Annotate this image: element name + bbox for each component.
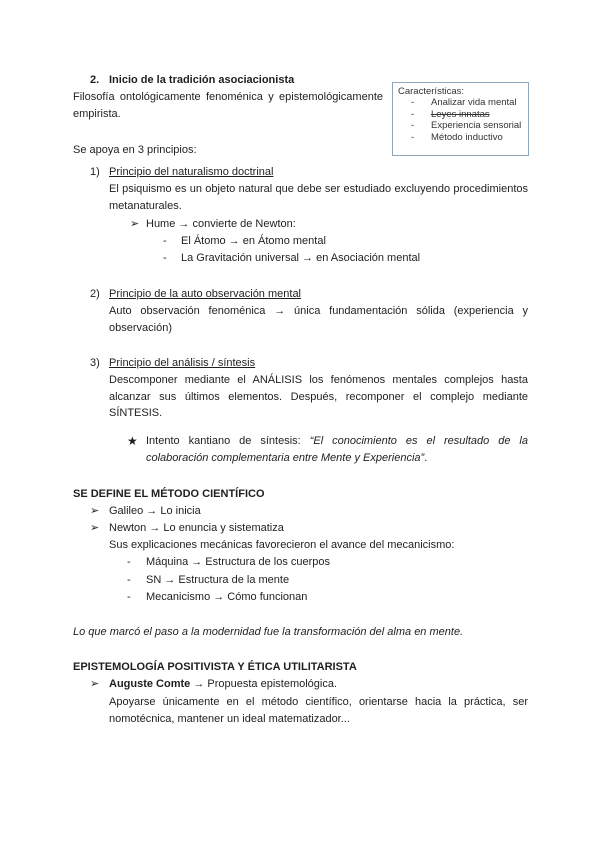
principle-3-title: Principio del análisis / síntesis xyxy=(109,357,256,369)
dash-bullet: - xyxy=(411,131,415,143)
principle-1-title: Principio del naturalismo doctrinal xyxy=(109,166,274,178)
principle-1-number: 1) xyxy=(90,166,100,178)
box-item-text-struck: Leyes innatas xyxy=(431,108,490,120)
dash-bullet: - xyxy=(411,120,415,131)
box-item-text: Analizar vida mental xyxy=(431,97,517,108)
box-item-text: Método inductivo xyxy=(431,131,503,143)
section-number: 2. xyxy=(90,74,100,86)
method-item: Máquina → Estructura de los cuerpos xyxy=(146,556,331,568)
principle-1-item: El Átomo → en Átomo mental xyxy=(181,235,326,247)
box-title: Características: xyxy=(398,86,464,97)
arrow-bullet-icon: ➢ xyxy=(90,505,100,517)
arrow-bullet-icon: ➢ xyxy=(90,522,100,534)
principle-2-text: Auto observación fenoménica → única fundamentación sólida (experiencia y observación) xyxy=(109,305,528,334)
method-item: SN → Estructura de la mente xyxy=(146,574,290,586)
dash-bullet: - xyxy=(127,556,131,568)
method-explanation: Sus explicaciones mecánicas favorecieron el avance del mecanicismo: xyxy=(109,539,455,551)
hume-line: Hume → convierte de Newton: xyxy=(146,218,296,230)
principle-2-number: 2) xyxy=(90,288,100,300)
box-item xyxy=(398,120,523,132)
comte-rest: → Propuesta epistemológica. xyxy=(190,678,338,690)
dash-bullet: - xyxy=(411,97,415,108)
method-heading: SE DEFINE EL MÉTODO CIENTÍFICO xyxy=(73,488,265,500)
principles-intro: Se apoya en 3 principios: xyxy=(73,144,197,156)
principle-2-title: Principio de la auto observación mental xyxy=(109,288,302,300)
comte-line xyxy=(109,676,337,692)
modernity-conclusion: Lo que marcó el paso a la modernidad fue la transformación del alma en mente. xyxy=(73,626,464,638)
comte-name: Auguste Comte xyxy=(109,678,191,690)
box-item-text: Experiencia sensorial xyxy=(431,120,522,131)
newton-line: Newton → Lo enuncia y sistematiza xyxy=(109,522,284,534)
principle-1-item: La Gravitación universal → en Asociación mental xyxy=(181,252,421,264)
star-bullet-icon: ★ xyxy=(127,434,138,448)
method-item: Mecanicismo → Cómo funcionan xyxy=(146,591,308,603)
dash-bullet: - xyxy=(163,252,167,264)
dash-bullet: - xyxy=(127,574,131,586)
section-intro: Filosofía ontológicamente fenoménica y epistemológicamente empirista. xyxy=(73,91,383,120)
comte-text: Apoyarse únicamente en el método científico, orientarse hacia la práctica, ser nomotécnica, mantener un ideal matematizador... xyxy=(109,696,528,725)
arrow-bullet-icon: ➢ xyxy=(90,678,100,690)
box-item xyxy=(398,132,523,144)
dash-bullet: - xyxy=(163,235,167,247)
arrow-bullet-icon: ➢ xyxy=(130,218,140,230)
epistemology-heading: EPISTEMOLOGÍA POSITIVISTA Y ÉTICA UTILITARISTA xyxy=(73,661,357,673)
principle-3-text: Descomponer mediante el ANÁLISIS los fenómenos mentales complejos hasta alcanzar sus últimos elementos. Después, recomponer el complejo mediante SÍNTESIS. xyxy=(109,374,528,419)
kant-quote: “El conocimiento es el resultado de la colaboración complementaria entre Mente y Experiencia” xyxy=(146,435,528,464)
dash-bullet: - xyxy=(127,591,131,603)
galileo-line: Galileo → Lo inicia xyxy=(109,505,201,517)
kant-prefix: Intento kantiano de síntesis: xyxy=(146,435,310,447)
principle-3-number: 3) xyxy=(90,357,100,369)
characteristics-box xyxy=(392,82,529,156)
dash-bullet: - xyxy=(411,108,415,120)
section-heading: Inicio de la tradición asociacionista xyxy=(109,74,295,86)
box-item xyxy=(398,97,523,109)
kant-synthesis xyxy=(146,433,528,466)
principle-1-text: El psiquismo es un objeto natural que debe ser estudiado excluyendo procedimientos metanaturales. xyxy=(109,183,528,212)
kant-suffix: . xyxy=(424,451,428,464)
box-item xyxy=(398,109,523,121)
